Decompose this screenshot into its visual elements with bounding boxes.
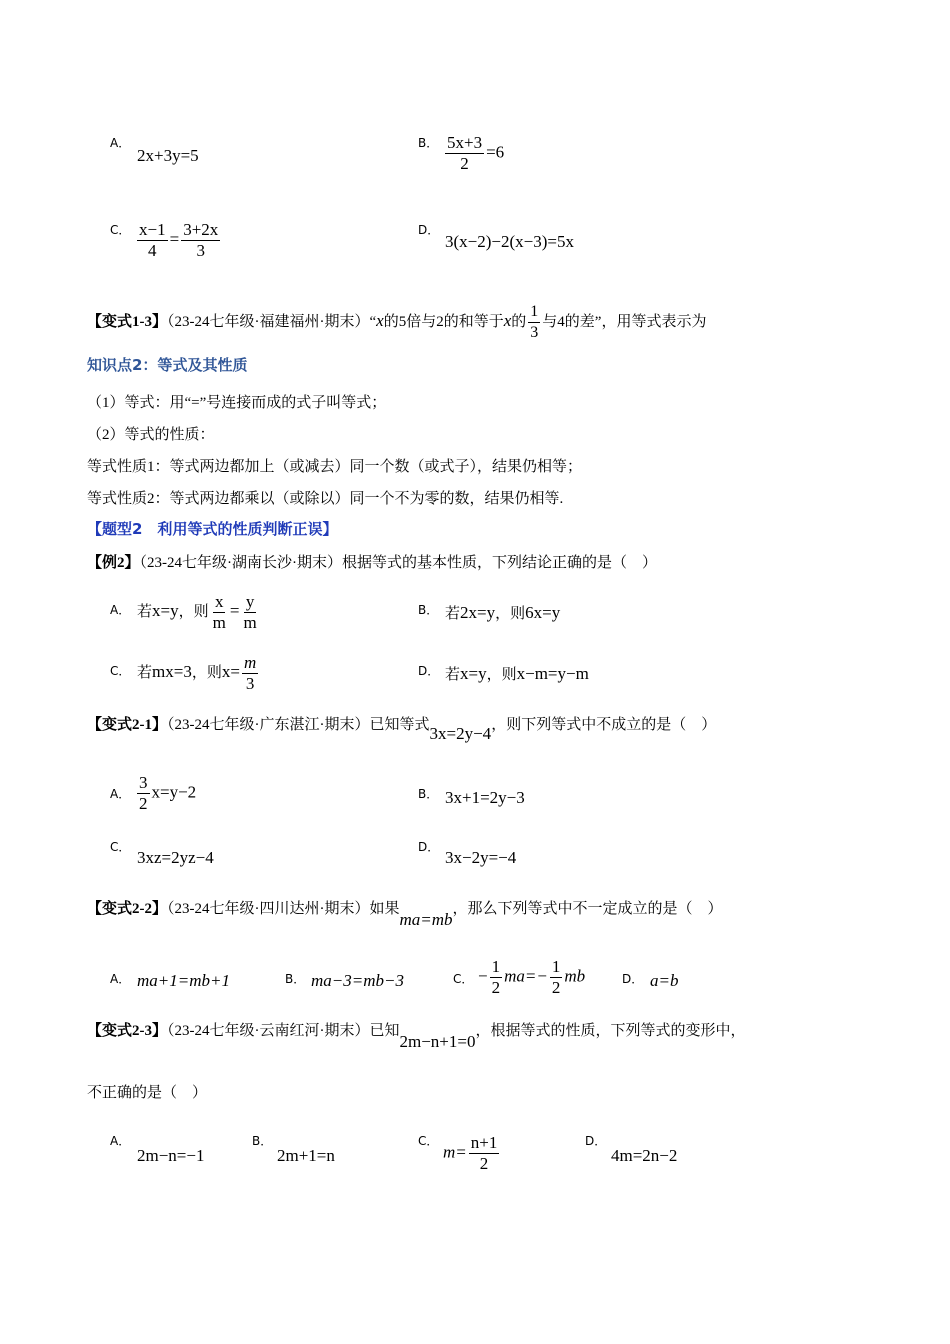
variant-2-3-stem: 【变式2-3】（23-24七年级·云南红河·期末）已知2m−n+1=0，根据等式的性质，下列等式的变形中， [87,1023,746,1051]
knowledge-line-3: 等式性质1：等式两边都加上（或减去）同一个数（或式子），结果仍相等； [87,459,583,475]
option-b-equation: $\frac{5x+3}{2}$ =6 [447,133,505,173]
option-b-label: B． [418,136,439,150]
example-2-option-c-label: C． [110,664,131,678]
variant-2-1-option-d: 3x−2y=−4 [445,848,517,867]
variant-2-3-option-a-label: A． [110,1134,131,1148]
knowledge-point-2-title: 知识点2：等式及其性质 [87,356,248,374]
variant-2-2-stem: 【变式2-2】（23-24七年级·四川达州·期末）如果ma=mb，那么下列等式中不一定成立的是（ ） [87,901,723,929]
variant-2-2-option-c-label: C． [453,972,474,986]
option-a-label: A． [110,136,131,150]
option-a-equation: 2x+3y=5 [137,146,199,165]
question-type-2-title: 【题型2 利用等式的性质判断正误】 [87,520,338,538]
variant-2-1-stem: 【变式2-1】（23-24七年级·广东湛江·期末）已知等式3x=2y−4，则下列等式中不成立的是（ ） [87,717,717,743]
variant-2-2-option-a-label: A． [110,972,131,986]
variant-2-3-option-a: 2m−n=−1 [137,1146,205,1165]
variant-2-2-option-b-label: B． [285,972,306,986]
variant-2-2-option-a: ma+1=mb+1 [137,971,230,990]
variant-2-2-option-d: a=b [650,971,679,990]
variant-2-1-option-a-label: A． [110,787,131,801]
variant-2-3-option-b-label: B． [252,1134,273,1148]
option-c-equation: $\frac{x-1}{4}$ = $\frac{3+2x}{3}$ [139,220,219,260]
variant-2-1-option-b-label: B． [418,787,439,801]
variant-2-3-option-c-label: C． [418,1134,439,1148]
variant-2-3-option-b: 2m+1=n [277,1146,335,1165]
example-2-option-a-label: A． [110,603,131,617]
variant-2-2-option-c: − $\frac{1}{2}$ ma=− $\frac{1}{2}$ mb [478,957,586,997]
variant-2-1-option-b: 3x+1=2y−3 [445,788,525,807]
knowledge-line-2: （2）等式的性质： [87,427,215,443]
variant-2-1-option-c-label: C． [110,840,131,854]
option-d-label: D． [418,223,440,237]
variant-2-3-option-c: m= $\frac{n+1}{2}$ [443,1133,498,1173]
example-2-stem: 【例2】（23-24七年级·湖南长沙·期末）根据等式的基本性质，下列结论正确的是（ ） [87,555,658,571]
variant-2-1-option-c: 3xz=2yz−4 [137,848,214,867]
variant-2-1-option-d-label: D． [418,840,440,854]
example-2-option-d: 若x=y，则x−m=y−m [445,664,589,683]
option-d-equation: 3(x−2)−2(x−3)=5x [445,232,574,251]
example-2-option-d-label: D． [418,664,440,678]
knowledge-line-1: （1）等式：用“=”号连接而成的式子叫等式； [87,395,387,411]
example-2-option-c: 若mx=3，则x= $\frac{m}{3}$ [137,653,257,693]
example-2-option-b: 若2x=y，则6x=y [445,603,561,622]
variant-2-3-option-d-label: D． [585,1134,607,1148]
option-c-label: C． [110,223,131,237]
variant-2-3-stem-line-2: 不正确的是（ ） [87,1085,208,1101]
variant-2-3-option-d: 4m=2n−2 [611,1146,678,1165]
variant-2-2-option-d-label: D． [622,972,644,986]
knowledge-line-4: 等式性质2：等式两边都乘以（或除以）同一个不为零的数，结果仍相等. [87,491,564,507]
variant-2-2-option-b: ma−3=mb−3 [311,971,404,990]
variant-2-1-option-a: $\frac{3}{2}$ x=y−2 [139,773,197,813]
variant-1-3-line: 【变式1-3】（23-24七年级·福建福州·期末）“x的5倍与2的和等于x的 $\frac{1}{3}$ 与4的差”，用等式表示为 [87,303,707,341]
example-2-option-a: 若x=y，则 $\frac{x}{m}$ = $\frac{y}{m}$ [137,592,257,632]
example-2-option-b-label: B． [418,603,439,617]
